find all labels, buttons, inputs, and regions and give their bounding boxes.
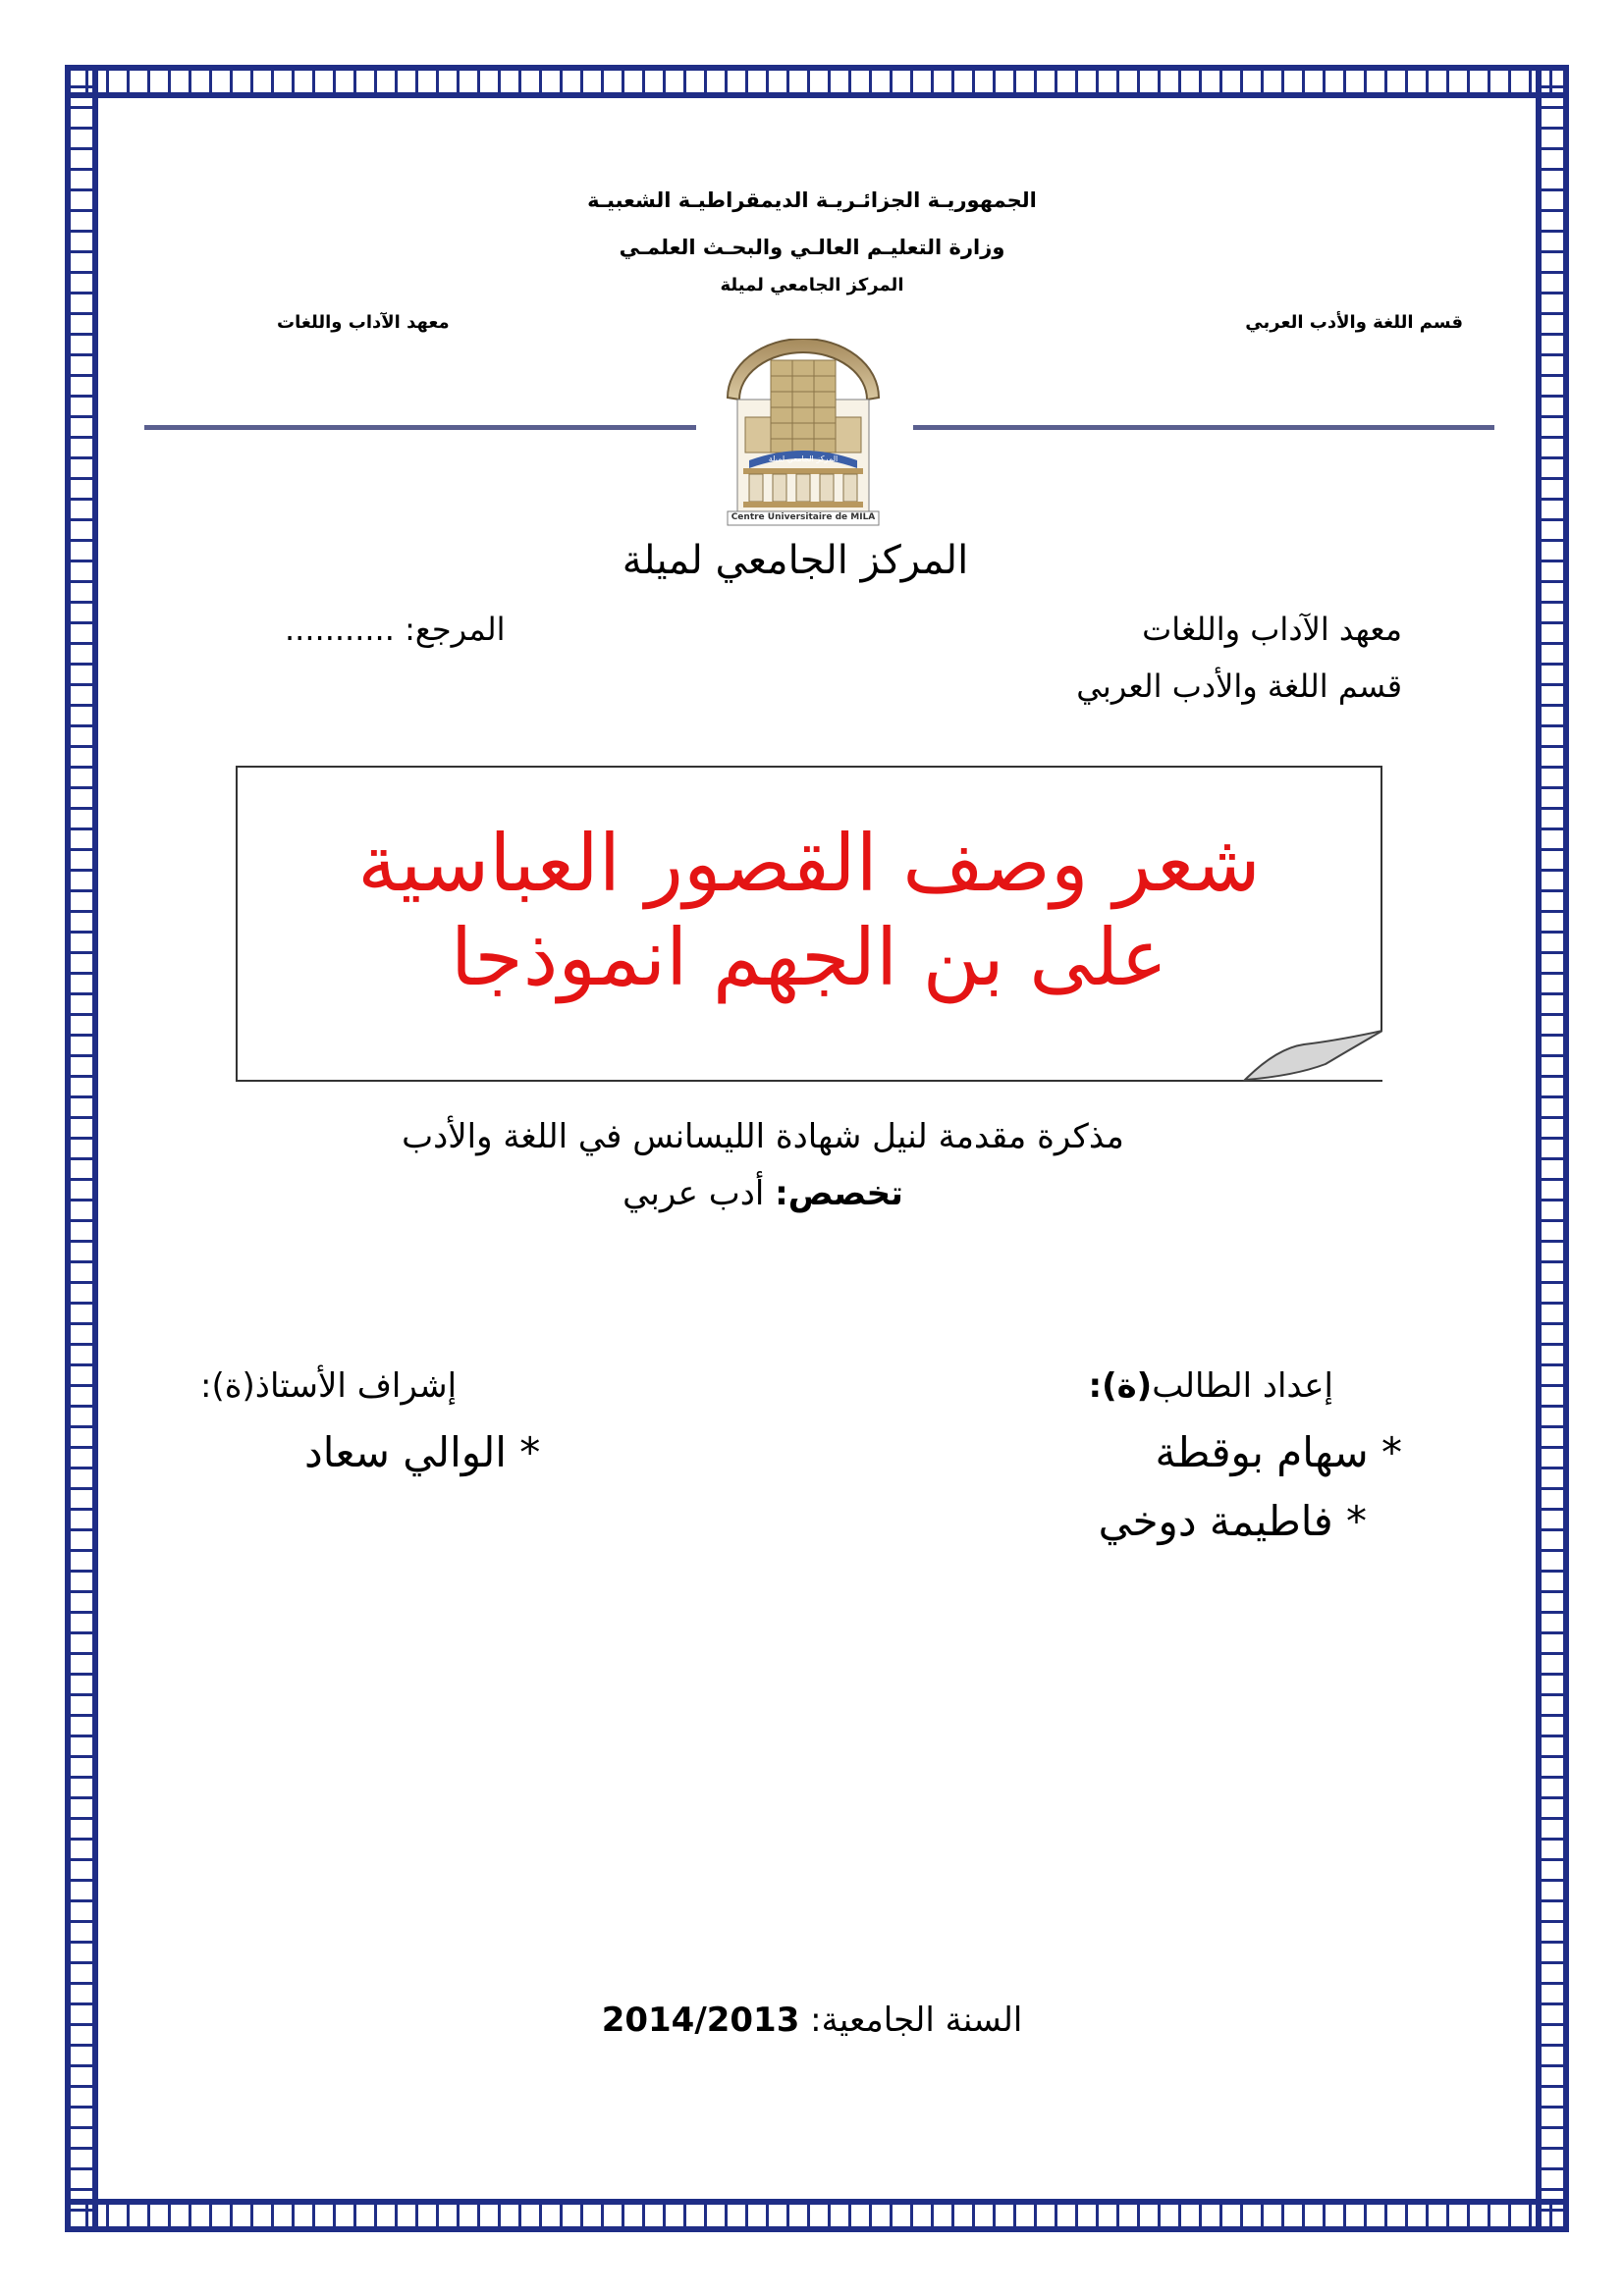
institution-department: قسم اللغة والأدب العربي — [1076, 667, 1402, 705]
thesis-title-line2: على بن الجهم انموذجا — [450, 912, 1168, 1003]
header-ministry: وزارة التعليـم العالـي والبحـث العلمـي — [619, 236, 1005, 259]
academic-year — [419, 2001, 1205, 2040]
header-rule-left — [144, 425, 696, 430]
supervisor-name: * الوالي سعاد — [304, 1428, 541, 1476]
supervisor-label: إشراف الأستاذ(ة): — [200, 1366, 458, 1406]
thesis-title-line1: شعر وصف القصور العباسية — [357, 818, 1261, 909]
institution-title: المركز الجامعي لميلة — [622, 538, 969, 583]
border-left — [65, 65, 98, 2232]
header-department: قسم اللغة والأدب العربي — [1245, 312, 1463, 333]
institution-institute: معهد الآداب واللغات — [1142, 611, 1402, 648]
reference-field: المرجع: ........... — [285, 611, 506, 648]
students-label-main: إعداد الطالب — [1152, 1366, 1333, 1406]
border-right — [1536, 65, 1569, 2232]
thesis-description: مذكرة مقدمة لنيل شهادة الليسانس في اللغة والأدب — [402, 1117, 1124, 1156]
students-label — [1088, 1366, 1333, 1406]
thesis-title-box — [236, 766, 1382, 1082]
student-name-2: * فاطيمة دوخي — [1098, 1497, 1367, 1545]
logo-inscription: المركز الجامعي لميلة — [768, 454, 839, 463]
border-bottom — [65, 2199, 1569, 2232]
header-republic: الجمهوريـة الجزائـريـة الديمقراطيـة الشعبيـة — [587, 188, 1037, 212]
header-rule-right — [913, 425, 1494, 430]
specialty-label: تخصص: — [775, 1174, 903, 1213]
university-logo-graphic — [720, 339, 887, 527]
student-name-1: * سهام بوقطة — [1155, 1428, 1402, 1476]
specialty-value: أدب عربي — [623, 1174, 776, 1213]
header-center: المركز الجامعي لميلة — [720, 275, 904, 295]
specialty-line — [517, 1174, 1008, 1213]
border-top — [65, 65, 1569, 98]
academic-year-value: 2014/2013 — [601, 2001, 800, 2040]
header-institute: معهد الآداب واللغات — [277, 312, 450, 333]
page-curl-icon — [1235, 1023, 1382, 1082]
university-logo — [720, 339, 887, 527]
students-label-suffix: (ة): — [1088, 1366, 1153, 1406]
logo-caption: Centre Universitaire de MILA — [731, 512, 876, 522]
academic-year-label: السنة الجامعية: — [799, 2001, 1023, 2040]
